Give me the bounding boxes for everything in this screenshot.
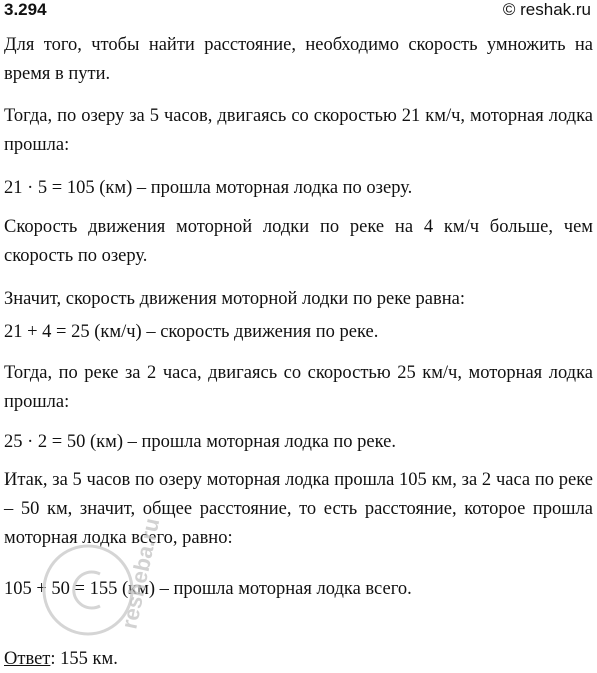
solution-text-4 — [4, 213, 593, 271]
solution-text-8 — [4, 428, 593, 457]
solution-text-6 — [4, 318, 593, 347]
solution-text-3 — [4, 174, 593, 203]
solution-text-5 — [4, 285, 593, 314]
watermark-text: resheba.ru — [116, 515, 165, 632]
solution-text-10 — [4, 575, 593, 604]
answer-label: Ответ — [4, 649, 51, 669]
site-copyright: © reshak.ru — [502, 0, 591, 19]
solution-text-9 — [4, 466, 593, 553]
solution-text-7 — [4, 359, 593, 417]
paragraph-total: Итак, за 5 часов по озеру моторная лодка прошла 105 км, за 2 часа по реке – 50 км, значит, общее расстояние, то есть расстояние, которое прошла моторная лодка всего, равно: — [4, 470, 593, 548]
formula-total-distance: 105 + 50 = 155 (км) – прошла моторная лодка всего. — [4, 579, 412, 599]
paragraph-river: Тогда, по реке за 2 часа, двигаясь со скоростью 25 км/ч, моторная лодка прошла: — [4, 363, 593, 412]
formula-river-speed: 21 + 4 = 25 (км/ч) – скорость движения по реке. — [4, 322, 379, 342]
paragraph-intro: Для того, чтобы найти расстояние, необходимо скорость умножить на время в пути. — [4, 35, 593, 84]
formula-lake-distance: 21 · 5 = 105 (км) – прошла моторная лодка по озеру. — [4, 178, 413, 198]
formula-river-distance: 25 · 2 = 50 (км) – прошла моторная лодка по реке. — [4, 432, 397, 452]
solution-text-2 — [4, 102, 593, 160]
solution-text — [4, 31, 593, 89]
paragraph-therefore: Значит, скорость движения моторной лодки по реке равна: — [4, 289, 466, 309]
answer-line — [4, 648, 118, 670]
task-number: 3.294 — [4, 0, 47, 19]
page-header — [4, 0, 591, 24]
answer-value: : 155 км. — [50, 649, 118, 669]
paragraph-lake: Тогда, по озеру за 5 часов, двигаясь со скоростью 21 км/ч, моторная лодка прошла: — [4, 106, 593, 155]
paragraph-river-speed: Скорость движения моторной лодки по реке на 4 км/ч больше, чем скорость по озеру. — [4, 217, 593, 266]
